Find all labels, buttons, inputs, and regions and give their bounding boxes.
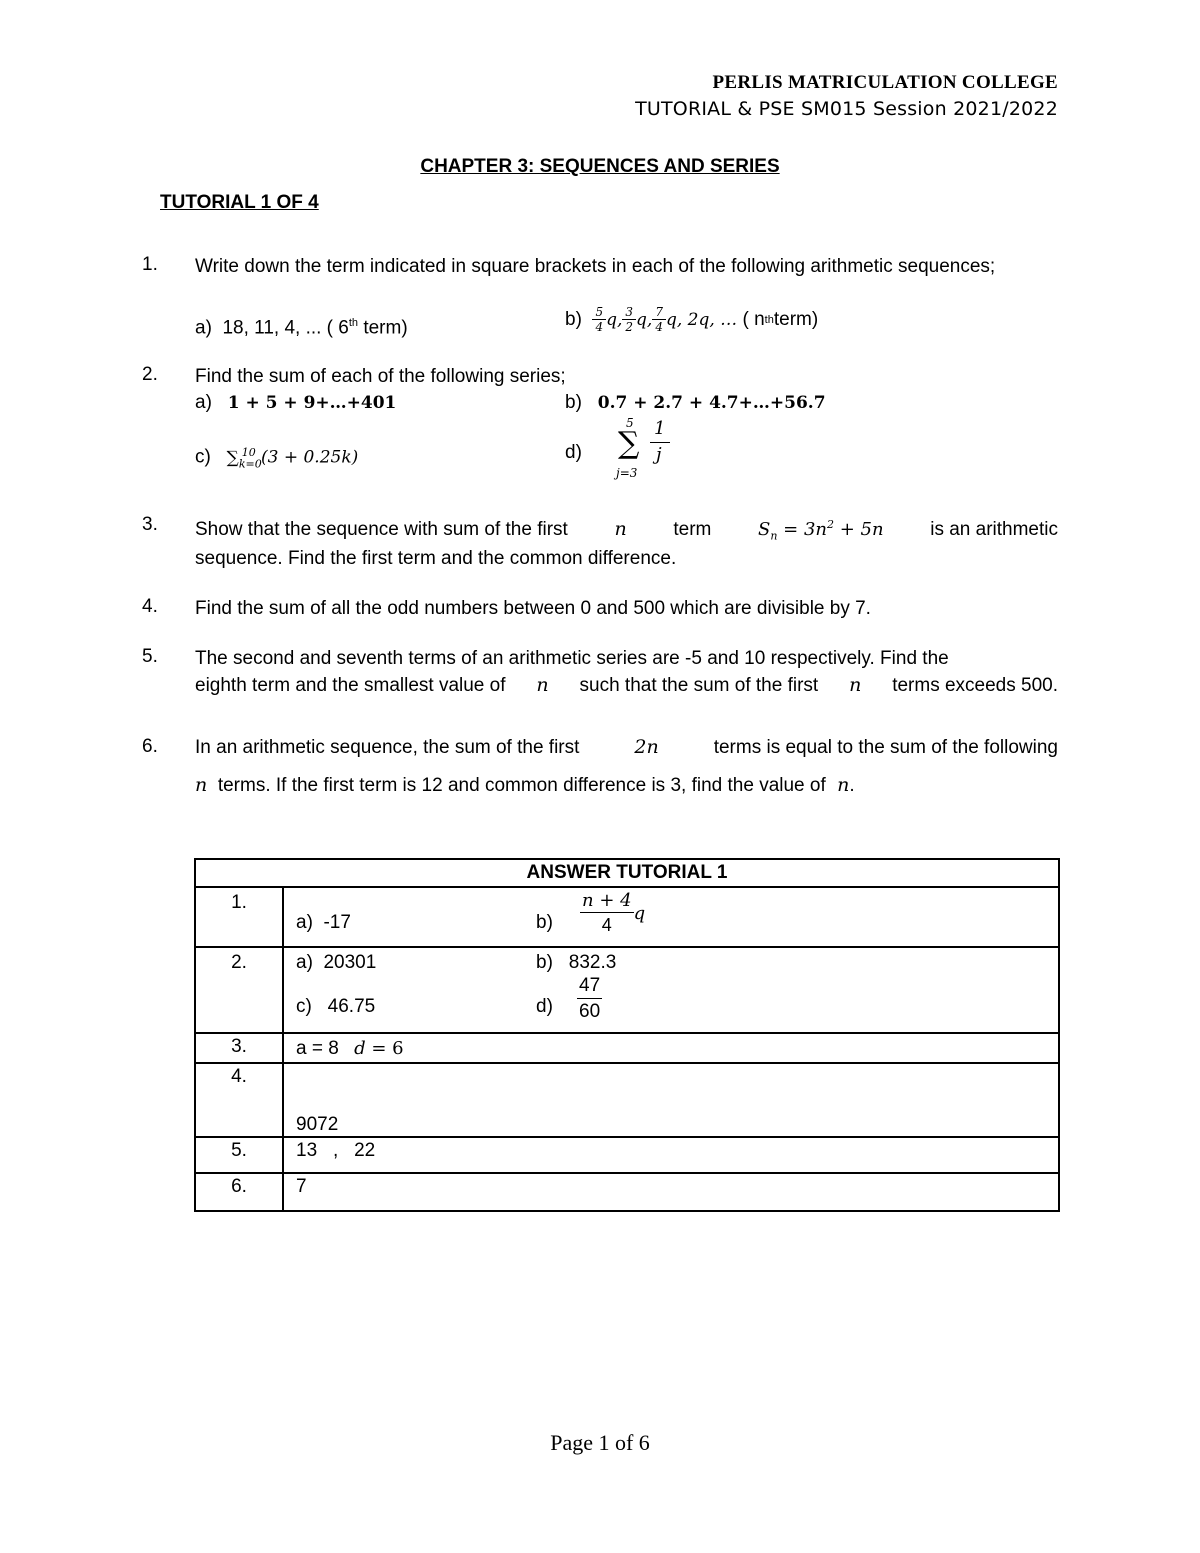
question-number: 1. [142,254,158,275]
answer-number: 5. [195,1137,283,1173]
answer-cell: a) 20301 b) 832.3 c) 46.75 d) $\frac{47}{60}$ [283,947,1059,1033]
answer-cell: a) -17 b) $\frac{n + 4}{4}$ q [283,887,1059,947]
answer-row-4 [195,1063,1059,1137]
answer-cell: 9072 [283,1063,1059,1137]
q2-part-a: a) 1 + 5 + 9+…+401 [195,392,397,413]
q2-part-b: b) 0.7 + 2.7 + 4.7+…+56.7 [565,392,826,413]
q5-line-1: The second and seventh terms of an arithmetic series are -5 and 10 respectively. Find the [195,648,949,669]
answer-cell: a = 8 d = 6 [283,1033,1059,1063]
answer-cell: 7 [283,1173,1059,1211]
answer-number: 2. [195,947,283,1033]
q5-line-2: eighth term and the smallest value of n such that the sum of the first n terms exceeds 500. [195,674,1058,696]
question-number: 2. [142,364,158,385]
answer-number: 3. [195,1033,283,1063]
sigma-expression: $\sum_{k=0}^{10}$ [226,446,262,471]
answer-2d-fraction: $\frac{47}{60}$ [579,975,601,1022]
answer-number: 1. [195,887,283,947]
q6-line-1: In an arithmetic sequence, the sum of the first 2n terms is equal to the sum of the following [195,736,1058,758]
question-number: 5. [142,646,158,667]
question-text: Find the sum of each of the following series; [195,366,566,387]
answer-row-5 [195,1137,1059,1173]
answer-row-6 [195,1173,1059,1211]
q1-part-a: a) 18, 11, 4, ... ( 6th term) [195,317,408,339]
q1b-sequence: $\frac{5}{4}$ q, $\frac{3}{2}$ q, $\frac{7}{4}$ q, 2q, … [592,306,737,333]
question-text: Write down the term indicated in square brackets in each of the following arithmetic sequences; [195,256,996,277]
answer-1b-fraction: $\frac{n + 4}{4}$ q [582,890,646,935]
chapter-title: CHAPTER 3: SEQUENCES AND SERIES [420,156,780,177]
question-number: 6. [142,736,158,757]
question-text: Find the sum of all the odd numbers between 0 and 500 which are divisible by 7. [195,598,871,619]
q2-part-c: c) $\sum_{k=0}^{10}$ (3 + 0.25k) [195,446,359,471]
answer-row-2 [195,947,1059,1033]
q2-part-d: d) [565,442,582,463]
answer-row-3 [195,1033,1059,1063]
answer-table [194,858,1060,1212]
q1-part-b: b) $\frac{5}{4}$ q, $\frac{3}{2}$ q, $\frac{7}{4}$ q, 2q, … ( n th term) [565,305,819,334]
q3-line-1: Show that the sequence with sum of the first n term $S_n = 3n^2 + 5n$ is an arithmetic [195,518,1058,543]
answer-number: 4. [195,1063,283,1137]
answer-cell: 13 , 22 [283,1137,1059,1173]
tutorial-title: TUTORIAL 1 OF 4 [160,192,319,213]
q3-line-2: sequence. Find the first term and the common difference. [195,548,677,569]
session-label: TUTORIAL & PSE SM015 Session 2021/2022 [635,98,1058,120]
q6-line-2: n terms. If the first term is 12 and common difference is 3, find the value of n. [195,774,855,796]
question-number: 4. [142,596,158,617]
college-name: PERLIS MATRICULATION COLLEGE [712,72,1058,93]
page-number: Page 1 of 6 [550,1430,650,1455]
answer-title: ANSWER TUTORIAL 1 [195,859,1059,887]
answer-title-row [195,859,1059,887]
q2d-sigma: 5 ∑ j=3 1 j [612,416,682,482]
answer-number: 6. [195,1173,283,1211]
answer-row-1 [195,887,1059,947]
question-number: 3. [142,514,158,535]
